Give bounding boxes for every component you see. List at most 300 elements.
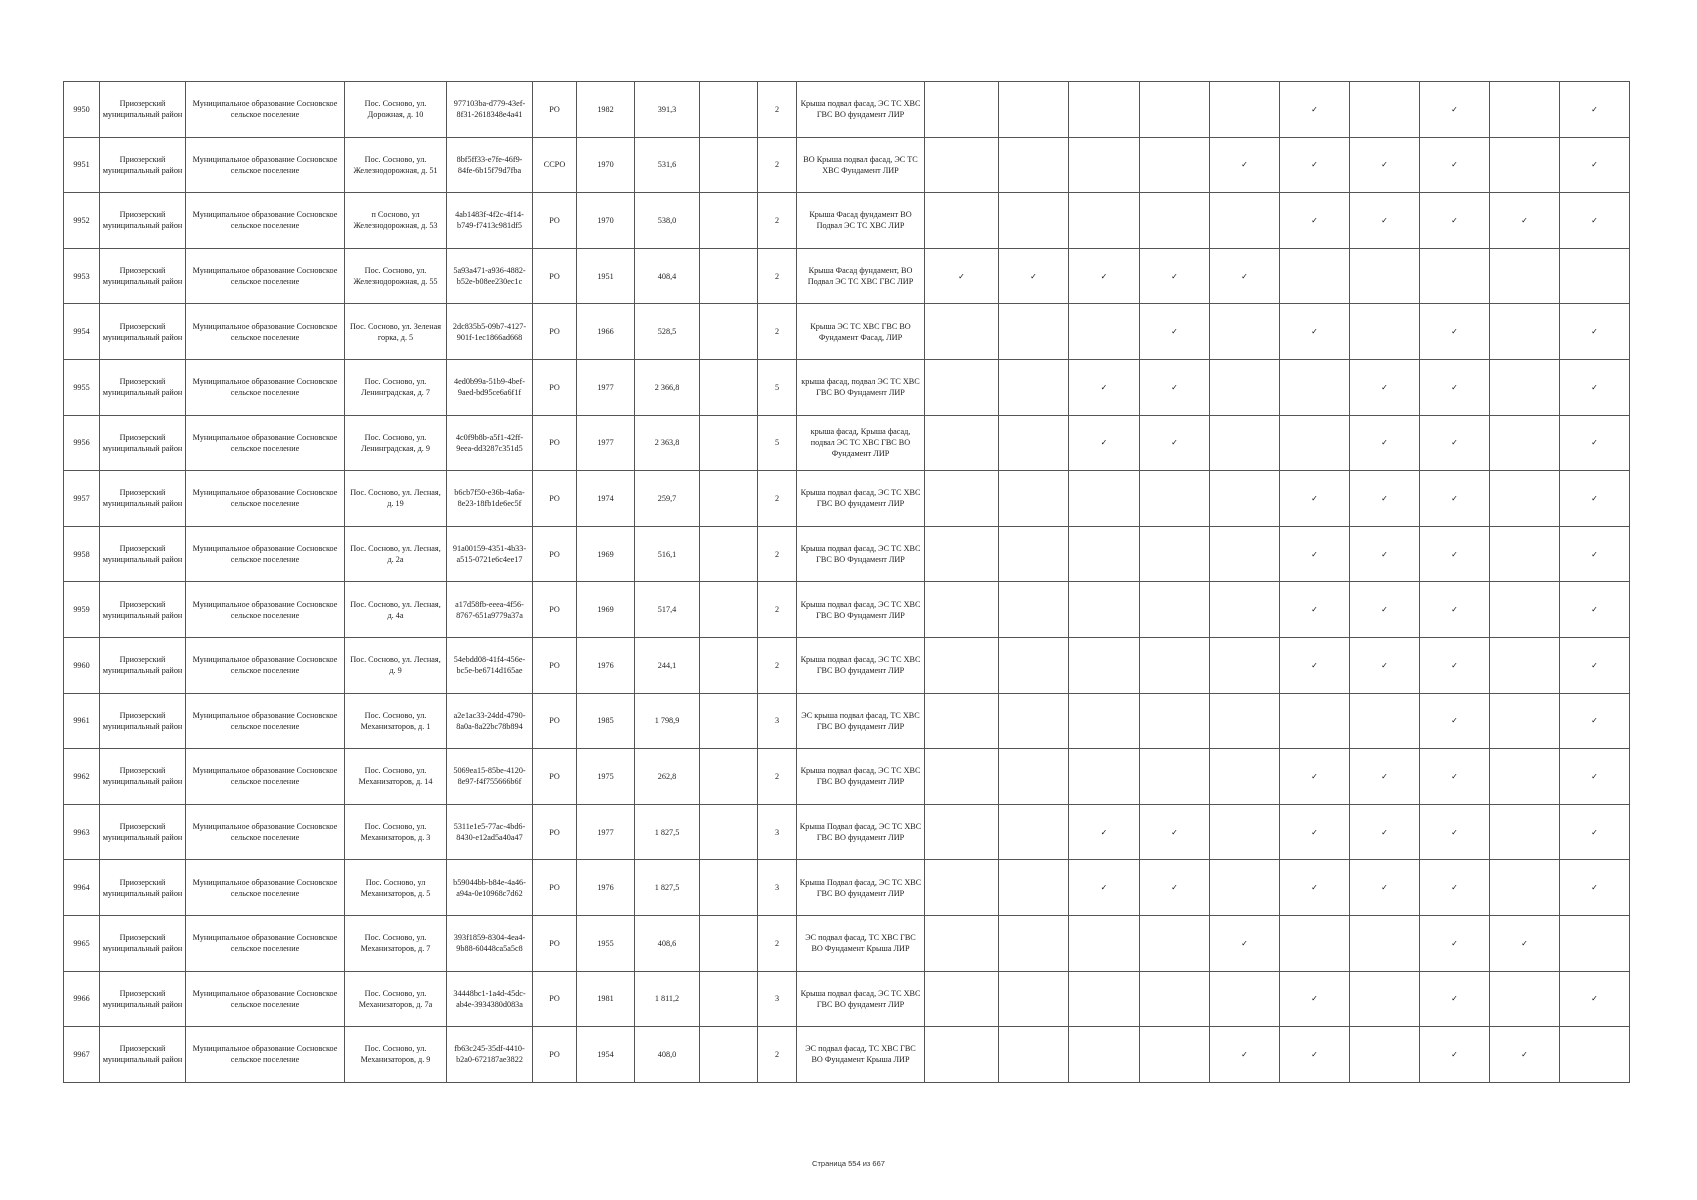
floors-cell: 3 xyxy=(758,971,797,1027)
floors-cell: 2 xyxy=(758,82,797,138)
empty-cell xyxy=(700,971,758,1027)
address-cell: Пос. Сосново, ул. Механизаторов, д. 7 xyxy=(345,915,447,971)
floors-cell: 2 xyxy=(758,1027,797,1083)
municipality-cell: Муниципальное образование Сосновское сельское поселение xyxy=(186,471,345,527)
guid-cell: 5069ea15-85be-4120-8e97-f4f755666b6f xyxy=(447,749,533,805)
district-cell: Приозерский муниципальный район xyxy=(100,526,186,582)
works-list-cell: Крыша подвал фасад, ЭС ТС ХВС ГВС ВО фундамент ЛИР xyxy=(797,749,925,805)
row-number: 9952 xyxy=(64,193,100,249)
empty-cell xyxy=(700,304,758,360)
municipality-cell: Муниципальное образование Сосновское сельское поселение xyxy=(186,860,345,916)
build-year-cell: 1969 xyxy=(577,582,635,638)
empty-cell xyxy=(700,915,758,971)
empty-check-cell xyxy=(1490,82,1560,138)
check-mark-icon: ✓ xyxy=(1420,860,1490,916)
area-cell: 1 827,5 xyxy=(635,804,700,860)
check-mark-icon: ✓ xyxy=(1420,304,1490,360)
check-mark-icon: ✓ xyxy=(1420,359,1490,415)
check-mark-icon: ✓ xyxy=(1350,193,1420,249)
municipality-cell: Муниципальное образование Сосновское сельское поселение xyxy=(186,137,345,193)
empty-check-cell xyxy=(1280,915,1350,971)
empty-check-cell xyxy=(999,749,1069,805)
empty-check-cell xyxy=(1140,915,1210,971)
management-form-cell: РО xyxy=(533,1027,577,1083)
empty-check-cell xyxy=(1280,248,1350,304)
empty-check-cell xyxy=(1490,582,1560,638)
empty-check-cell xyxy=(1069,471,1140,527)
empty-cell xyxy=(700,526,758,582)
check-mark-icon: ✓ xyxy=(1420,582,1490,638)
area-cell: 408,4 xyxy=(635,248,700,304)
district-cell: Приозерский муниципальный район xyxy=(100,971,186,1027)
area-cell: 391,3 xyxy=(635,82,700,138)
empty-check-cell xyxy=(1490,471,1560,527)
area-cell: 1 811,2 xyxy=(635,971,700,1027)
table-row xyxy=(64,248,1630,304)
build-year-cell: 1977 xyxy=(577,359,635,415)
guid-cell: a17d58fb-eeea-4f56-8767-651a9779a37a xyxy=(447,582,533,638)
area-cell: 2 363,8 xyxy=(635,415,700,471)
management-form-cell: РО xyxy=(533,693,577,749)
row-number: 9965 xyxy=(64,915,100,971)
municipality-cell: Муниципальное образование Сосновское сельское поселение xyxy=(186,582,345,638)
area-cell: 1 798,9 xyxy=(635,693,700,749)
works-list-cell: крыша фасад, подвал ЭС ТС ХВС ГВС ВО Фундамент ЛИР xyxy=(797,359,925,415)
empty-check-cell xyxy=(1210,971,1280,1027)
check-mark-icon: ✓ xyxy=(1560,471,1630,527)
check-mark-icon: ✓ xyxy=(1210,915,1280,971)
row-number: 9958 xyxy=(64,526,100,582)
check-mark-icon: ✓ xyxy=(1560,637,1630,693)
address-cell: Пос. Сосново, ул. Механизаторов, д. 14 xyxy=(345,749,447,805)
check-mark-icon: ✓ xyxy=(1280,804,1350,860)
check-mark-icon: ✓ xyxy=(1420,804,1490,860)
check-mark-icon: ✓ xyxy=(1069,415,1140,471)
floors-cell: 2 xyxy=(758,248,797,304)
empty-check-cell xyxy=(1350,915,1420,971)
empty-check-cell xyxy=(999,82,1069,138)
build-year-cell: 1977 xyxy=(577,415,635,471)
empty-check-cell xyxy=(1069,137,1140,193)
build-year-cell: 1974 xyxy=(577,471,635,527)
management-form-cell: РО xyxy=(533,804,577,860)
area-cell: 244,1 xyxy=(635,637,700,693)
municipality-cell: Муниципальное образование Сосновское сельское поселение xyxy=(186,193,345,249)
table-row xyxy=(64,415,1630,471)
empty-check-cell xyxy=(1490,359,1560,415)
municipality-cell: Муниципальное образование Сосновское сельское поселение xyxy=(186,693,345,749)
guid-cell: fb63c245-35df-4410-b2a0-672187ae3822 xyxy=(447,1027,533,1083)
municipality-cell: Муниципальное образование Сосновское сельское поселение xyxy=(186,1027,345,1083)
table-row xyxy=(64,471,1630,527)
municipality-cell: Муниципальное образование Сосновское сельское поселение xyxy=(186,526,345,582)
empty-cell xyxy=(700,82,758,138)
empty-check-cell xyxy=(1490,415,1560,471)
empty-check-cell xyxy=(1490,304,1560,360)
empty-check-cell xyxy=(925,915,999,971)
build-year-cell: 1977 xyxy=(577,804,635,860)
check-mark-icon: ✓ xyxy=(1420,137,1490,193)
works-list-cell: Крыша подвал фасад, ЭС ТС ХВС ГВС ВО фундамент ЛИР xyxy=(797,82,925,138)
district-cell: Приозерский муниципальный район xyxy=(100,304,186,360)
check-mark-icon: ✓ xyxy=(1140,804,1210,860)
empty-check-cell xyxy=(1069,82,1140,138)
empty-check-cell xyxy=(1140,693,1210,749)
floors-cell: 2 xyxy=(758,749,797,805)
empty-check-cell xyxy=(1069,582,1140,638)
address-cell: Пос. Сосново, ул. Механизаторов, д. 9 xyxy=(345,1027,447,1083)
empty-check-cell xyxy=(1210,582,1280,638)
build-year-cell: 1969 xyxy=(577,526,635,582)
district-cell: Приозерский муниципальный район xyxy=(100,915,186,971)
municipality-cell: Муниципальное образование Сосновское сельское поселение xyxy=(186,359,345,415)
works-list-cell: Крыша подвал фасад, ЭС ТС ХВС ГВС ВО фундамент ЛИР xyxy=(797,637,925,693)
table-row xyxy=(64,526,1630,582)
empty-cell xyxy=(700,637,758,693)
municipality-cell: Муниципальное образование Сосновское сельское поселение xyxy=(186,971,345,1027)
check-mark-icon: ✓ xyxy=(1420,471,1490,527)
empty-check-cell xyxy=(1210,749,1280,805)
area-cell: 2 366,8 xyxy=(635,359,700,415)
empty-check-cell xyxy=(1420,248,1490,304)
check-mark-icon: ✓ xyxy=(1140,248,1210,304)
management-form-cell: СCРО xyxy=(533,137,577,193)
empty-check-cell xyxy=(1069,193,1140,249)
district-cell: Приозерский муниципальный район xyxy=(100,582,186,638)
area-cell: 517,4 xyxy=(635,582,700,638)
check-mark-icon: ✓ xyxy=(1420,415,1490,471)
management-form-cell: РО xyxy=(533,915,577,971)
empty-cell xyxy=(700,860,758,916)
table-row xyxy=(64,304,1630,360)
district-cell: Приозерский муниципальный район xyxy=(100,82,186,138)
row-number: 9957 xyxy=(64,471,100,527)
check-mark-icon: ✓ xyxy=(1560,415,1630,471)
area-cell: 259,7 xyxy=(635,471,700,527)
empty-check-cell xyxy=(1350,971,1420,1027)
address-cell: Пос. Сосново, ул. Ленинградская, д. 9 xyxy=(345,415,447,471)
empty-cell xyxy=(700,415,758,471)
check-mark-icon: ✓ xyxy=(1560,304,1630,360)
empty-check-cell xyxy=(1490,693,1560,749)
municipality-cell: Муниципальное образование Сосновское сельское поселение xyxy=(186,749,345,805)
empty-check-cell xyxy=(925,471,999,527)
address-cell: Пос. Сосново, ул. Ленинградская, д. 7 xyxy=(345,359,447,415)
empty-check-cell xyxy=(925,582,999,638)
management-form-cell: РО xyxy=(533,582,577,638)
floors-cell: 2 xyxy=(758,582,797,638)
housing-registry-table xyxy=(63,81,1630,1083)
check-mark-icon: ✓ xyxy=(1350,804,1420,860)
address-cell: Пос. Сосново, ул Механизаторов, д. 5 xyxy=(345,860,447,916)
empty-cell xyxy=(700,137,758,193)
works-list-cell: крыша фасад, Крыша фасад, подвал ЭС ТС ХВС ГВС ВО Фундамент ЛИР xyxy=(797,415,925,471)
empty-check-cell xyxy=(1350,304,1420,360)
address-cell: Пос. Сосново, ул. Железнодорожная, д. 55 xyxy=(345,248,447,304)
row-number: 9950 xyxy=(64,82,100,138)
check-mark-icon: ✓ xyxy=(1560,582,1630,638)
empty-check-cell xyxy=(999,304,1069,360)
check-mark-icon: ✓ xyxy=(1490,1027,1560,1083)
district-cell: Приозерский муниципальный район xyxy=(100,137,186,193)
empty-check-cell xyxy=(999,1027,1069,1083)
table-row xyxy=(64,137,1630,193)
empty-check-cell xyxy=(1140,637,1210,693)
check-mark-icon: ✓ xyxy=(1140,860,1210,916)
guid-cell: 2dc835b5-09b7-4127-901f-1ec1866ad668 xyxy=(447,304,533,360)
empty-check-cell xyxy=(1140,82,1210,138)
works-list-cell: Крыша Подвал фасад, ЭС ТС ХВС ГВС ВО фундамент ЛИР xyxy=(797,860,925,916)
empty-check-cell xyxy=(925,637,999,693)
address-cell: Пос. Сосново, ул. Лесная, д. 19 xyxy=(345,471,447,527)
check-mark-icon: ✓ xyxy=(1069,804,1140,860)
check-mark-icon: ✓ xyxy=(1140,415,1210,471)
check-mark-icon: ✓ xyxy=(1350,137,1420,193)
empty-check-cell xyxy=(1350,1027,1420,1083)
empty-check-cell xyxy=(925,860,999,916)
empty-check-cell xyxy=(925,1027,999,1083)
row-number: 9964 xyxy=(64,860,100,916)
area-cell: 408,6 xyxy=(635,915,700,971)
check-mark-icon: ✓ xyxy=(1280,1027,1350,1083)
build-year-cell: 1951 xyxy=(577,248,635,304)
address-cell: Пос. Сосново, ул. Зеленая горка, д. 5 xyxy=(345,304,447,360)
area-cell: 516,1 xyxy=(635,526,700,582)
table-row xyxy=(64,749,1630,805)
works-list-cell: Крыша Фасад фундамент, ВО Подвал ЭС ТС ХВС ГВС ЛИР xyxy=(797,248,925,304)
empty-check-cell xyxy=(925,749,999,805)
check-mark-icon: ✓ xyxy=(1420,526,1490,582)
empty-check-cell xyxy=(1210,693,1280,749)
guid-cell: 8bf5ff33-e7fe-46f9-84fe-6b15f79d7fba xyxy=(447,137,533,193)
floors-cell: 2 xyxy=(758,304,797,360)
row-number: 9967 xyxy=(64,1027,100,1083)
check-mark-icon: ✓ xyxy=(1069,248,1140,304)
check-mark-icon: ✓ xyxy=(1350,582,1420,638)
build-year-cell: 1975 xyxy=(577,749,635,805)
empty-check-cell xyxy=(925,137,999,193)
municipality-cell: Муниципальное образование Сосновское сельское поселение xyxy=(186,637,345,693)
district-cell: Приозерский муниципальный район xyxy=(100,248,186,304)
table-row xyxy=(64,1027,1630,1083)
district-cell: Приозерский муниципальный район xyxy=(100,415,186,471)
municipality-cell: Муниципальное образование Сосновское сельское поселение xyxy=(186,804,345,860)
district-cell: Приозерский муниципальный район xyxy=(100,749,186,805)
works-list-cell: Крыша подвал фасад, ЭС ТС ХВС ГВС ВО Фундамент ЛИР xyxy=(797,526,925,582)
row-number: 9963 xyxy=(64,804,100,860)
floors-cell: 3 xyxy=(758,804,797,860)
district-cell: Приозерский муниципальный район xyxy=(100,804,186,860)
management-form-cell: РО xyxy=(533,526,577,582)
empty-check-cell xyxy=(1280,415,1350,471)
works-list-cell: Крыша подвал фасад, ЭС ТС ХВС ГВС ВО фундамент ЛИР xyxy=(797,971,925,1027)
empty-check-cell xyxy=(1069,915,1140,971)
check-mark-icon: ✓ xyxy=(1280,137,1350,193)
check-mark-icon: ✓ xyxy=(999,248,1069,304)
check-mark-icon: ✓ xyxy=(1560,860,1630,916)
check-mark-icon: ✓ xyxy=(1350,471,1420,527)
check-mark-icon: ✓ xyxy=(1280,82,1350,138)
build-year-cell: 1955 xyxy=(577,915,635,971)
check-mark-icon: ✓ xyxy=(1350,359,1420,415)
municipality-cell: Муниципальное образование Сосновское сельское поселение xyxy=(186,248,345,304)
build-year-cell: 1981 xyxy=(577,971,635,1027)
row-number: 9959 xyxy=(64,582,100,638)
management-form-cell: РО xyxy=(533,471,577,527)
check-mark-icon: ✓ xyxy=(1560,971,1630,1027)
works-list-cell: Крыша подвал фасад, ЭС ТС ХВС ГВС ВО Фундамент ЛИР xyxy=(797,582,925,638)
empty-check-cell xyxy=(1490,804,1560,860)
empty-check-cell xyxy=(1350,82,1420,138)
build-year-cell: 1976 xyxy=(577,860,635,916)
check-mark-icon: ✓ xyxy=(1350,749,1420,805)
table-body xyxy=(64,82,1630,1083)
empty-check-cell xyxy=(1210,804,1280,860)
check-mark-icon: ✓ xyxy=(1280,637,1350,693)
floors-cell: 3 xyxy=(758,860,797,916)
empty-check-cell xyxy=(1210,526,1280,582)
guid-cell: 4ed0b99a-51b9-4bef-9aed-bd95ce6a6f1f xyxy=(447,359,533,415)
works-list-cell: Крыша Подвал фасад, ЭС ТС ХВС ГВС ВО фундамент ЛИР xyxy=(797,804,925,860)
guid-cell: 91a00159-4351-4b33-a515-0721e6c4ee17 xyxy=(447,526,533,582)
empty-cell xyxy=(700,359,758,415)
row-number: 9961 xyxy=(64,693,100,749)
check-mark-icon: ✓ xyxy=(1210,248,1280,304)
floors-cell: 2 xyxy=(758,915,797,971)
empty-check-cell xyxy=(1490,860,1560,916)
empty-check-cell xyxy=(925,82,999,138)
empty-check-cell xyxy=(1069,971,1140,1027)
empty-cell xyxy=(700,471,758,527)
build-year-cell: 1966 xyxy=(577,304,635,360)
empty-check-cell xyxy=(1210,193,1280,249)
empty-check-cell xyxy=(999,915,1069,971)
empty-check-cell xyxy=(1210,471,1280,527)
empty-check-cell xyxy=(999,582,1069,638)
floors-cell: 2 xyxy=(758,526,797,582)
works-list-cell: ВО Крыша подвал фасад, ЭС ТС ХВС Фундамент ЛИР xyxy=(797,137,925,193)
check-mark-icon: ✓ xyxy=(1560,359,1630,415)
check-mark-icon: ✓ xyxy=(1069,860,1140,916)
empty-check-cell xyxy=(999,637,1069,693)
empty-check-cell xyxy=(1069,304,1140,360)
address-cell: Пос. Сосново, ул. Механизаторов, д. 1 xyxy=(345,693,447,749)
guid-cell: 393f1859-8304-4ea4-9b88-60448ca5a5c8 xyxy=(447,915,533,971)
build-year-cell: 1985 xyxy=(577,693,635,749)
address-cell: п Сосново, ул Железнодорожная, д. 53 xyxy=(345,193,447,249)
guid-cell: 54ebdd08-41f4-456e-bc5e-be6714d165ae xyxy=(447,637,533,693)
empty-check-cell xyxy=(925,526,999,582)
empty-check-cell xyxy=(925,359,999,415)
check-mark-icon: ✓ xyxy=(1280,971,1350,1027)
check-mark-icon: ✓ xyxy=(1140,304,1210,360)
works-list-cell: ЭС подвал фасад, ТС ХВС ГВС ВО Фундамент Крыша ЛИР xyxy=(797,1027,925,1083)
empty-check-cell xyxy=(999,693,1069,749)
management-form-cell: РО xyxy=(533,193,577,249)
empty-cell xyxy=(700,749,758,805)
empty-check-cell xyxy=(999,415,1069,471)
empty-check-cell xyxy=(999,526,1069,582)
municipality-cell: Муниципальное образование Сосновское сельское поселение xyxy=(186,415,345,471)
check-mark-icon: ✓ xyxy=(1420,1027,1490,1083)
guid-cell: 5a93a471-a936-4882-b52e-b08ee230ec1c xyxy=(447,248,533,304)
area-cell: 1 827,5 xyxy=(635,860,700,916)
empty-check-cell xyxy=(1069,749,1140,805)
empty-check-cell xyxy=(1210,637,1280,693)
floors-cell: 2 xyxy=(758,637,797,693)
management-form-cell: РО xyxy=(533,860,577,916)
management-form-cell: РО xyxy=(533,248,577,304)
row-number: 9956 xyxy=(64,415,100,471)
floors-cell: 2 xyxy=(758,193,797,249)
empty-check-cell xyxy=(1140,749,1210,805)
area-cell: 262,8 xyxy=(635,749,700,805)
empty-check-cell xyxy=(1069,637,1140,693)
check-mark-icon: ✓ xyxy=(1280,304,1350,360)
build-year-cell: 1954 xyxy=(577,1027,635,1083)
address-cell: Пос. Сосново, ул. Механизаторов, д. 7а xyxy=(345,971,447,1027)
empty-check-cell xyxy=(1560,915,1630,971)
empty-cell xyxy=(700,1027,758,1083)
district-cell: Приозерский муниципальный район xyxy=(100,637,186,693)
empty-check-cell xyxy=(999,137,1069,193)
empty-check-cell xyxy=(1490,971,1560,1027)
empty-check-cell xyxy=(999,193,1069,249)
empty-cell xyxy=(700,248,758,304)
build-year-cell: 1970 xyxy=(577,193,635,249)
municipality-cell: Муниципальное образование Сосновское сельское поселение xyxy=(186,82,345,138)
empty-check-cell xyxy=(1210,304,1280,360)
district-cell: Приозерский муниципальный район xyxy=(100,471,186,527)
guid-cell: b59044bb-b84e-4a46-a94a-0e10968c7d62 xyxy=(447,860,533,916)
page-footer xyxy=(0,1159,1697,1168)
empty-check-cell xyxy=(1069,1027,1140,1083)
check-mark-icon: ✓ xyxy=(1350,860,1420,916)
check-mark-icon: ✓ xyxy=(1560,137,1630,193)
empty-check-cell xyxy=(925,193,999,249)
empty-check-cell xyxy=(1280,693,1350,749)
table-row xyxy=(64,971,1630,1027)
guid-cell: 5311e1e5-77ac-4bd6-8430-e12ad5a40a47 xyxy=(447,804,533,860)
municipality-cell: Муниципальное образование Сосновское сельское поселение xyxy=(186,915,345,971)
check-mark-icon: ✓ xyxy=(1420,193,1490,249)
management-form-cell: РО xyxy=(533,415,577,471)
check-mark-icon: ✓ xyxy=(1140,359,1210,415)
empty-check-cell xyxy=(1490,637,1560,693)
table-row xyxy=(64,582,1630,638)
management-form-cell: РО xyxy=(533,304,577,360)
floors-cell: 2 xyxy=(758,471,797,527)
empty-check-cell xyxy=(1140,526,1210,582)
build-year-cell: 1982 xyxy=(577,82,635,138)
empty-check-cell xyxy=(1069,693,1140,749)
check-mark-icon: ✓ xyxy=(1350,637,1420,693)
area-cell: 538,0 xyxy=(635,193,700,249)
check-mark-icon: ✓ xyxy=(1560,193,1630,249)
row-number: 9962 xyxy=(64,749,100,805)
check-mark-icon: ✓ xyxy=(1350,526,1420,582)
empty-cell xyxy=(700,193,758,249)
empty-check-cell xyxy=(1490,248,1560,304)
check-mark-icon: ✓ xyxy=(1420,82,1490,138)
check-mark-icon: ✓ xyxy=(1210,137,1280,193)
table-row xyxy=(64,915,1630,971)
area-cell: 528,5 xyxy=(635,304,700,360)
empty-check-cell xyxy=(1140,582,1210,638)
check-mark-icon: ✓ xyxy=(1420,693,1490,749)
empty-check-cell xyxy=(1560,1027,1630,1083)
build-year-cell: 1970 xyxy=(577,137,635,193)
